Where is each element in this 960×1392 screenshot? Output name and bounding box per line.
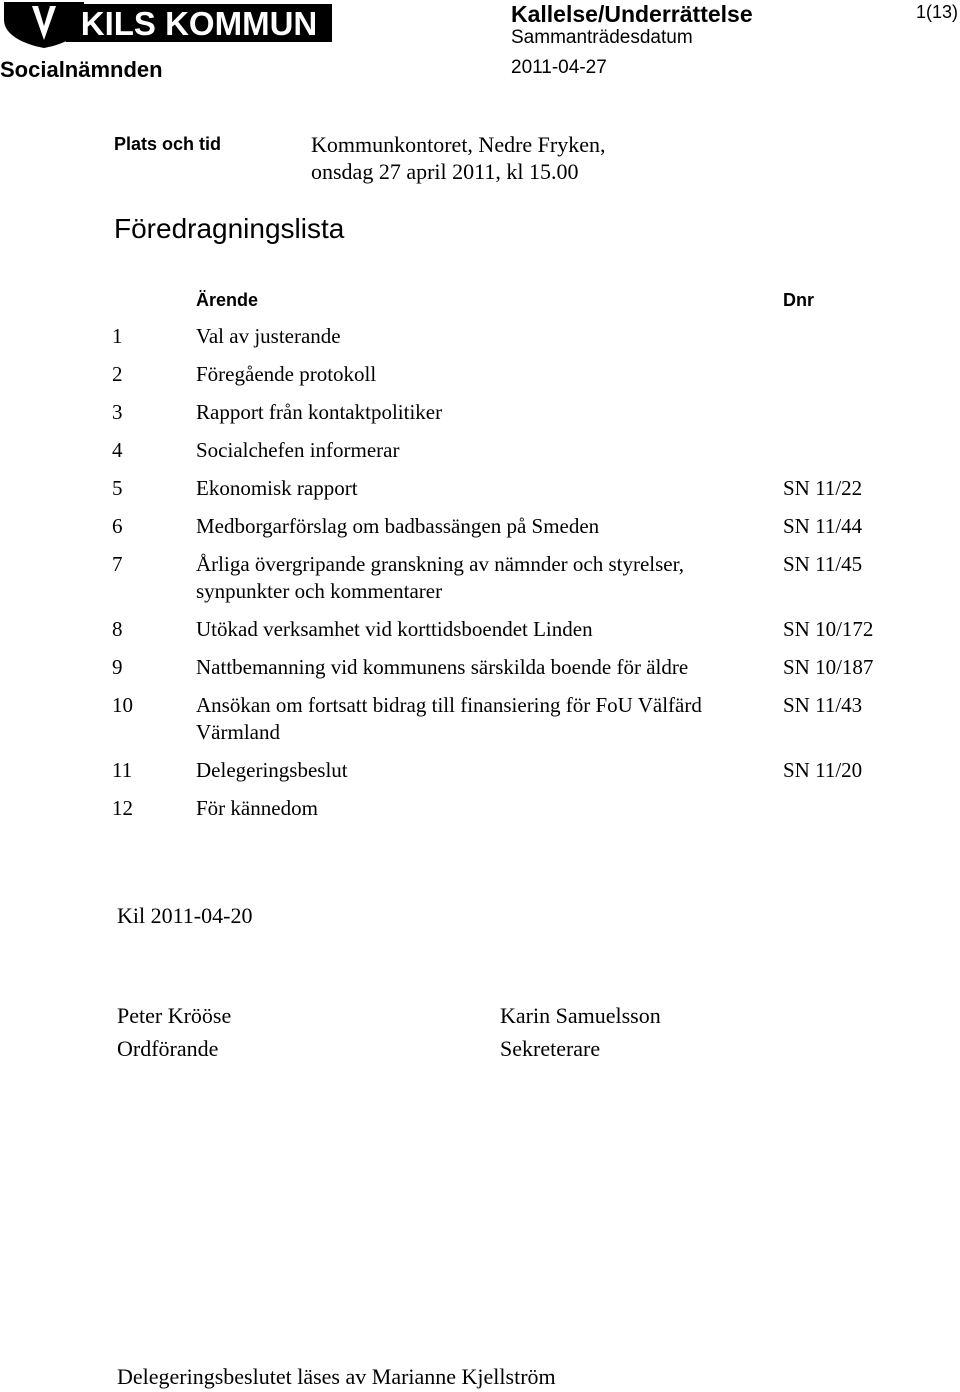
agenda-number: 12 [112, 796, 133, 820]
agenda-title-text: Utökad verksamhet vid korttidsboendet Linden [196, 617, 593, 641]
agenda-title-text: Socialchefen informerar [196, 438, 400, 462]
agenda-number: 6 [112, 514, 123, 538]
column-header-dnr: Dnr [783, 290, 814, 310]
meeting-date-label: Sammanträdesdatum [511, 27, 693, 48]
signer-name: Karin Samuelsson [500, 1003, 661, 1028]
agenda-dnr: SN 11/43 [783, 693, 863, 717]
agenda-dnr: SN 11/44 [783, 514, 863, 538]
agenda-title-text: Delegeringsbeslut [196, 758, 348, 782]
agenda-dnr: SN 11/22 [783, 476, 863, 500]
signer-role: Sekreterare [500, 1036, 601, 1061]
page-number: 1(13) [915, 2, 958, 22]
agenda-title-text: Nattbemanning vid kommunens särskilda boende för äldre [196, 655, 689, 679]
agenda-dnr: SN 10/172 [783, 617, 874, 641]
agenda-number: 1 [112, 324, 123, 348]
agenda-number: 5 [112, 476, 123, 500]
agenda-title: Föredragningslista [114, 213, 345, 244]
agenda-title-text: Medborgarförslag om badbassängen på Smeden [196, 514, 600, 538]
meeting-date-value: 2011-04-27 [511, 57, 607, 78]
agenda-title-text: Rapport från kontaktpolitiker [196, 400, 443, 424]
agenda-number: 9 [112, 655, 123, 679]
agenda-dnr: SN 11/20 [783, 758, 863, 782]
column-header-arende: Ärende [196, 290, 259, 310]
agenda-number: 7 [112, 552, 123, 576]
document-title: Kallelse/Underrättelse [511, 1, 753, 27]
agenda-number: 4 [112, 438, 123, 462]
agenda-number: 10 [112, 693, 133, 717]
agenda-number: 3 [112, 400, 123, 424]
signing-place-date: Kil 2011-04-20 [117, 903, 253, 928]
agenda-number: 11 [112, 758, 133, 782]
signer-name: Peter Krööse [117, 1003, 232, 1028]
department-name: Socialnämnden [0, 57, 163, 82]
place-line: Kommunkontoret, Nedre Fryken, [311, 132, 606, 157]
agenda-number: 8 [112, 617, 123, 641]
agenda-dnr: SN 10/187 [783, 655, 874, 679]
agenda-title-text: Ekonomisk rapport [196, 476, 358, 500]
signer-role: Ordförande [117, 1036, 219, 1061]
agenda-title-text: För kännedom [196, 796, 318, 820]
agenda-dnr: SN 11/45 [783, 552, 863, 576]
municipal-shield-icon [4, 2, 332, 48]
agenda-title-text: Ansökan om fortsatt bidrag till finansiering för FoU Välfärd Värmland [196, 693, 702, 744]
svg-text:KILS KOMMUN: KILS KOMMUN [80, 5, 318, 42]
agenda-title-text: Årliga övergripande granskning av nämnder och styrelser, synpunkter och kommentarer [196, 552, 685, 603]
agenda-title-text: Val av justerande [196, 324, 341, 348]
delegation-note: Delegeringsbeslutet läses av Marianne Kjellström [117, 1364, 556, 1389]
kils-kommun-logo [4, 2, 332, 48]
time-line: onsdag 27 april 2011, kl 15.00 [311, 159, 579, 184]
agenda-number: 2 [112, 362, 123, 386]
place-time-label: Plats och tid [114, 134, 222, 154]
agenda-title-text: Föregående protokoll [196, 362, 377, 386]
